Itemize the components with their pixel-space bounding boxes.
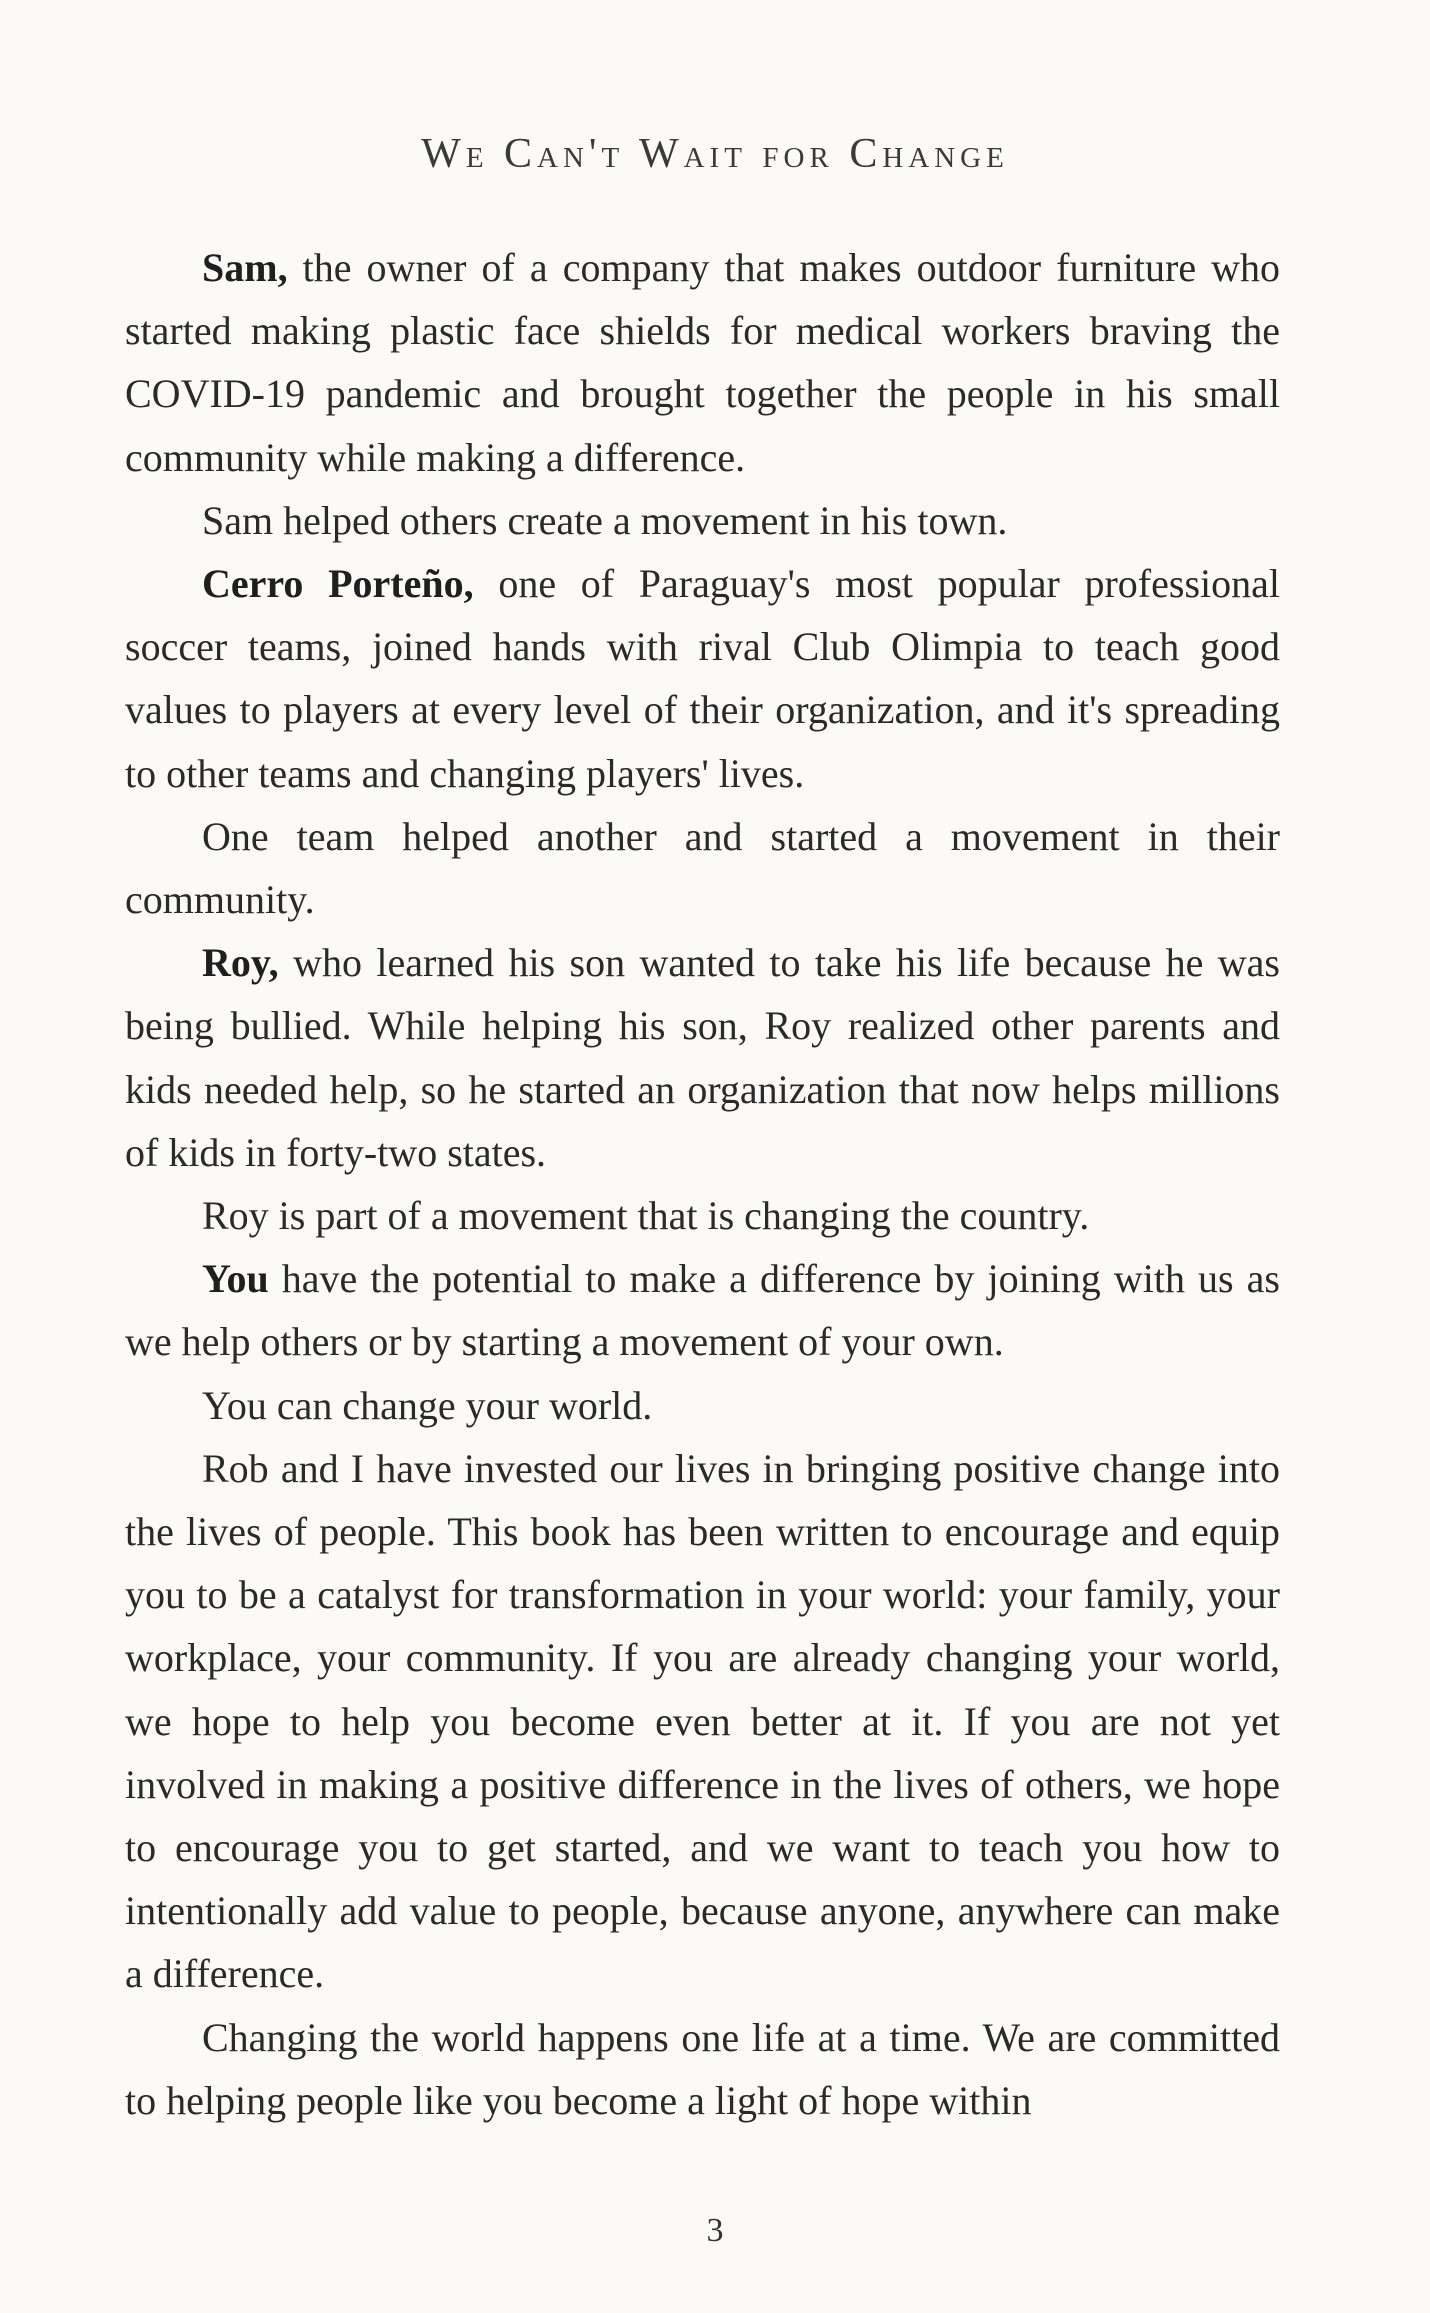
- name-you: You: [202, 1256, 269, 1302]
- paragraph-roy: Roy, who learned his son wanted to take his life because he was being bullied. While helping his son, Roy realized other parents and kids needed help, so he started an organization that now helps millions of kids in forty-two states.: [125, 940, 1280, 1175]
- paragraph-changing-world: Changing the world happens one life at a time. We are committed to helping people like you become a light of hope within: [125, 2014, 1280, 2123]
- page-number: 3: [706, 2212, 724, 2249]
- running-head: We Can't Wait for Change: [421, 131, 1009, 177]
- paragraph-roy-movement: Roy is part of a movement that is changing the country.: [202, 1193, 1090, 1239]
- body-text: [125, 236, 1280, 2132]
- paragraph-sam-movement: Sam helped others create a movement in his town.: [202, 497, 1008, 543]
- name-sam: Sam,: [202, 245, 288, 290]
- paragraph-cerro-porteno: Cerro Porteño, one of Paraguay's most popular professional soccer teams, joined hands with rival Club Olimpia to teach good values to players at every level of their organization, and it's spreading to other teams and changing players' lives.: [125, 561, 1280, 796]
- paragraph-team-movement: One team helped another and started a movement in their community.: [125, 813, 1280, 923]
- name-cerro-porteno: Cerro Porteño,: [202, 561, 474, 607]
- name-roy: Roy,: [202, 940, 279, 986]
- paragraph-change-world: You can change your world.: [202, 1382, 653, 1428]
- paragraph-sam: Sam, the owner of a company that makes outdoor furniture who started making plastic face shields for medical workers braving the COVID-19 pandemic and brought together the people in his small community while making a difference.: [125, 245, 1280, 480]
- paragraph-you: You have the potential to make a difference by joining with us as we help others or by starting a movement of your own.: [125, 1256, 1280, 1365]
- paragraph-rob-and-i: Rob and I have invested our lives in bringing positive change into the lives of people. This book has been written to encourage and equip you to be a catalyst for transformation in your world: your family, your workplace, your community. If you are already changing your world, we hope to help you become even better at it. If you are not yet involved in making a positive difference in the lives of others, we hope to encourage you to get started, and we want to teach you how to intentionally add value to people, because anyone, anywhere can make a difference.: [125, 1445, 1280, 1997]
